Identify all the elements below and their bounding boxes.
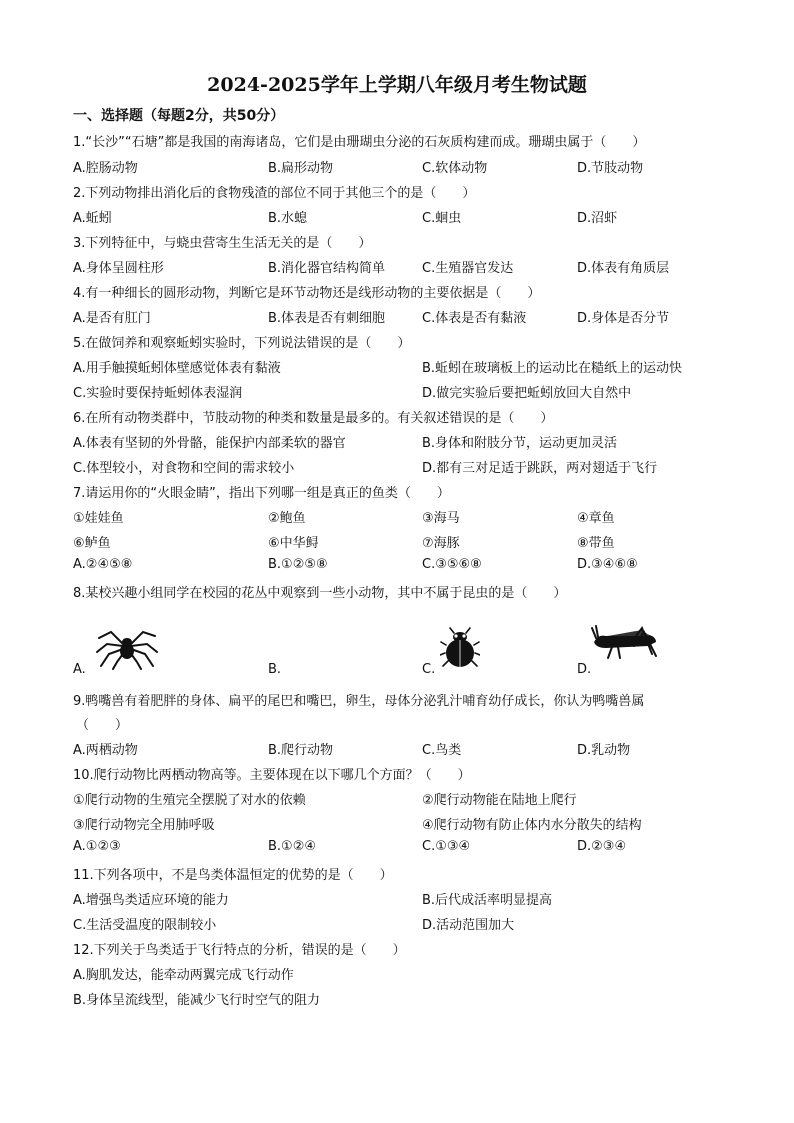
q12-option-b[interactable]: B.身体呈流线型，能减少飞行时空气的阻力 (73, 993, 321, 1008)
q4-option-d[interactable]: D.身体是否分节 (577, 311, 670, 326)
q9-option-a[interactable]: A.两栖动物 (73, 743, 138, 758)
question-3-stem: 3.下列特征中，与蛲虫营寄生生活无关的是（ ） (73, 236, 372, 251)
q3-option-b[interactable]: B.消化器官结构简单 (268, 261, 386, 276)
question-4-stem: 4.有一种细长的圆形动物，判断它是环节动物还是线形动物的主要依据是（ ） (73, 286, 541, 301)
q7-item: ①娃娃鱼 (73, 511, 124, 526)
q10-option-b[interactable]: B.①②④ (268, 839, 317, 854)
question-1-stem: 1.“长沙”“石塘”都是我国的南海诸岛，它们是由珊瑚虫分泌的石灰质构建而成。珊瑚虫属于（ ） (73, 135, 646, 150)
question-9-stem: 9.鸭嘴兽有着肥胖的身体、扁平的尾巴和嘴巴，卵生，母体分泌乳汁哺育幼仔成长，你认为鸭嘴兽属 (73, 694, 645, 709)
q1-option-a[interactable]: A.腔肠动物 (73, 161, 138, 176)
q10-item: ④爬行动物有防止体内水分散失的结构 (422, 818, 642, 833)
q7-item: ③海马 (422, 511, 460, 526)
q2-option-b[interactable]: B.水螅 (268, 211, 308, 226)
question-10-stem: 10.爬行动物比两栖动物高等。主要体现在以下哪几个方面？（ ） (73, 768, 471, 783)
question-6-stem: 6.在所有动物类群中，节肢动物的种类和数量是最多的。有关叙述错误的是（ ） (73, 411, 554, 426)
q4-option-b[interactable]: B.体表是否有刺细胞 (268, 311, 386, 326)
q10-item: ②爬行动物能在陆地上爬行 (422, 793, 577, 808)
q5-option-a[interactable]: A.用手触摸蚯蚓体壁感觉体表有黏液 (73, 361, 281, 376)
q3-option-c[interactable]: C.生殖器官发达 (422, 261, 514, 276)
q1-option-b[interactable]: B.扁形动物 (268, 161, 334, 176)
q1-option-c[interactable]: C.软体动物 (422, 161, 488, 176)
q1-option-d[interactable]: D.节肢动物 (577, 161, 644, 176)
grasshopper-icon[interactable] (590, 624, 660, 662)
q5-option-c[interactable]: C.实验时要保持蚯蚓体表湿润 (73, 386, 243, 401)
question-5-stem: 5.在做饲养和观察蚯蚓实验时，下列说法错误的是（ ） (73, 336, 411, 351)
q2-option-d[interactable]: D.沼虾 (577, 211, 618, 226)
q10-option-c[interactable]: C.①③④ (422, 839, 471, 854)
q9-option-b[interactable]: B.爬行动物 (268, 743, 334, 758)
q7-option-a[interactable]: A.②④⑤⑧ (73, 557, 133, 572)
ladybug-icon[interactable] (440, 627, 480, 669)
q5-option-b[interactable]: B.蚯蚓在玻璃板上的运动比在糙纸上的运动快 (422, 361, 683, 376)
question-9-stem-continued: （ ） (76, 718, 129, 733)
q10-option-a[interactable]: A.①②③ (73, 839, 121, 854)
q9-option-d[interactable]: D.乳动物 (577, 743, 631, 758)
q8-option-b[interactable]: B. (268, 662, 282, 677)
q10-item: ③爬行动物完全用肺呼吸 (73, 818, 215, 833)
q10-option-d[interactable]: D.②③④ (577, 839, 627, 854)
q6-option-a[interactable]: A.体表有坚韧的外骨骼，能保护内部柔软的器官 (73, 436, 346, 451)
q8-option-c[interactable]: C. (422, 662, 436, 677)
q11-option-d[interactable]: D.活动范围加大 (422, 918, 515, 933)
q3-option-d[interactable]: D.体表有角质层 (577, 261, 670, 276)
q11-option-c[interactable]: C.生活受温度的限制较小 (73, 918, 217, 933)
q8-option-d[interactable]: D. (577, 662, 592, 677)
q7-option-c[interactable]: C.③⑤⑥⑧ (422, 557, 482, 572)
q7-item: ⑥鲈鱼 (73, 536, 111, 551)
spider-icon[interactable] (95, 622, 159, 670)
q7-item: ④章鱼 (577, 511, 615, 526)
section-heading: 一、选择题（每题2分，共50分） (73, 108, 285, 124)
q5-option-d[interactable]: D.做完实验后要把蚯蚓放回大自然中 (422, 386, 632, 401)
question-2-stem: 2.下列动物排出消化后的食物残渣的部位不同于其他三个的是（ ） (73, 186, 476, 201)
q6-option-c[interactable]: C.体型较小，对食物和空间的需求较小 (73, 461, 295, 476)
q7-item: ⑦海豚 (422, 536, 460, 551)
q7-item: ⑧带鱼 (577, 536, 615, 551)
q4-option-c[interactable]: C.体表是否有黏液 (422, 311, 527, 326)
question-7-stem: 7.请运用你的“火眼金睛”，指出下列哪一组是真正的鱼类（ ） (73, 486, 450, 501)
q3-option-a[interactable]: A.身体呈圆柱形 (73, 261, 164, 276)
q4-option-a[interactable]: A.是否有肛门 (73, 311, 151, 326)
q9-option-c[interactable]: C.鸟类 (422, 743, 462, 758)
q2-option-a[interactable]: A.蚯蚓 (73, 211, 112, 226)
question-12-stem: 12.下列关于鸟类适于飞行特点的分析，错误的是（ ） (73, 943, 406, 958)
q6-option-d[interactable]: D.都有三对足适于跳跃，两对翅适于飞行 (422, 461, 658, 476)
q7-option-b[interactable]: B.①②⑤⑧ (268, 557, 328, 572)
q11-option-b[interactable]: B.后代成活率明显提高 (422, 893, 553, 908)
q7-option-d[interactable]: D.③④⑥⑧ (577, 557, 638, 572)
question-11-stem: 11.下列各项中，不是鸟类体温恒定的优势的是（ ） (73, 868, 393, 883)
exam-title: 2024-2025学年上学期八年级月考生物试题 (207, 74, 587, 96)
q2-option-c[interactable]: C.蛔虫 (422, 211, 462, 226)
q6-option-b[interactable]: B.身体和附肢分节，运动更加灵活 (422, 436, 618, 451)
q8-option-a[interactable]: A. (73, 662, 86, 677)
q11-option-a[interactable]: A.增强鸟类适应环境的能力 (73, 893, 229, 908)
q10-item: ①爬行动物的生殖完全摆脱了对水的依赖 (73, 793, 306, 808)
q7-item: ⑥中华鲟 (268, 536, 319, 551)
question-8-stem: 8.某校兴趣小组同学在校园的花丛中观察到一些小动物，其中不属于昆虫的是（ ） (73, 586, 567, 601)
q7-item: ②鲍鱼 (268, 511, 306, 526)
q12-option-a[interactable]: A.胸肌发达，能牵动两翼完成飞行动作 (73, 968, 294, 983)
